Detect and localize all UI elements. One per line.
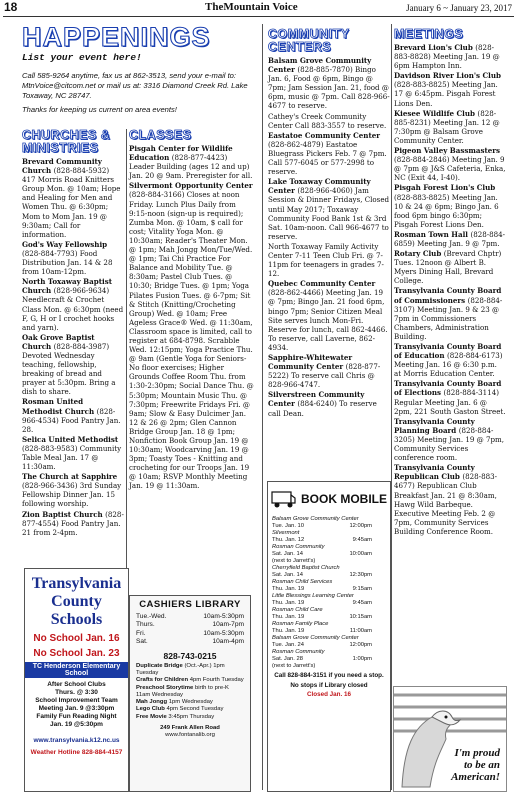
listing-details: (828-884-3107) Meeting Jan. 9 & 23 @ 7pm in Commissioners Chambers, Administration Building. bbox=[394, 295, 503, 341]
listing-entry bbox=[268, 279, 390, 352]
listing-entry bbox=[22, 240, 124, 276]
stop-time: 9:45am bbox=[352, 537, 372, 543]
listing-name: Rosman United Methodist Church bbox=[22, 397, 97, 416]
bookmobile-no-stops: No stops if Library closed bbox=[290, 681, 368, 689]
listing-details: (828-877-4423) Leader Building (ages 12 and up) Jan. 20 @ 9am. Preregister for all. bbox=[129, 153, 253, 181]
listing-entry bbox=[394, 109, 506, 145]
stop-date: Thu. Jan. 19 bbox=[272, 614, 305, 620]
stop-note: (next to Jarrett's) bbox=[272, 558, 316, 564]
library-event bbox=[130, 714, 250, 721]
listing-name: Transylvania County Republican Club bbox=[394, 463, 475, 482]
listing-name: Selica United Methodist bbox=[22, 434, 119, 444]
event-detail: 3:45pm Thursday bbox=[168, 713, 215, 720]
listing-details: (828-885-7870) Bingo Jan. 6, Food @ 6pm, Bingo @ 7pm; Jam Session Jan. 21, food @ 6pm, music @ 7pm. Call 828-966-4677 to reserve. bbox=[268, 65, 390, 111]
library-event bbox=[130, 677, 250, 684]
cashiers-library-ad bbox=[129, 595, 251, 792]
listing-details: (Brevard Chptr) Tues. 12noon @ Albert B. Myers Dining Hall, Brevard College. bbox=[394, 249, 502, 286]
listing-entry bbox=[394, 342, 506, 378]
listing-name: Rotary Club bbox=[394, 249, 444, 259]
listing-entry: Cathey's Creek Community Center Call 883-3557 to reserve. bbox=[268, 111, 387, 130]
stop-date: Thu. Jan. 19 bbox=[272, 600, 305, 606]
event-detail: 4pm Second Tuesday bbox=[166, 706, 224, 713]
listing-entry bbox=[129, 144, 254, 180]
bookmobile-stop bbox=[268, 593, 390, 607]
event-name: Free Movie bbox=[136, 713, 169, 720]
happenings-intro bbox=[22, 71, 264, 115]
bookmobile-call: Call 828-884-3151 if you need a stop. bbox=[274, 672, 384, 679]
stop-when bbox=[272, 614, 386, 621]
hours-day: Thurs. bbox=[136, 621, 155, 629]
listing-entry bbox=[22, 333, 124, 397]
eagle-flag-ad bbox=[393, 686, 507, 792]
stop-place: Rosman Child Care bbox=[272, 607, 323, 613]
library-hours bbox=[130, 613, 250, 647]
stop-place: Silvermont bbox=[272, 530, 300, 536]
library-phone: 828-743-0215 bbox=[163, 650, 217, 661]
listing-name: Davidson River Lion's Club bbox=[394, 71, 501, 81]
happenings-subtitle: List your event here! bbox=[22, 52, 142, 63]
bookmobile-title: BOOK MOBILE bbox=[301, 491, 387, 506]
header-rule bbox=[3, 16, 514, 17]
listing-details: (828-966-4534) Food Pantry Jan. 28. bbox=[22, 406, 121, 434]
stop-place: Balsam Grove Community Center bbox=[272, 516, 359, 522]
listing-name: Silvermont Opportunity Center bbox=[129, 181, 253, 191]
stop-when bbox=[272, 523, 386, 530]
listing-entry bbox=[22, 157, 124, 239]
bookmobile-stop bbox=[268, 544, 390, 565]
stop-note: (next to Jarrett's) bbox=[272, 663, 316, 669]
centers-column bbox=[268, 28, 390, 478]
event-name: Preschool Storytime bbox=[136, 684, 195, 691]
eagle-line: I'm proud bbox=[454, 747, 500, 759]
listing-details: (828-966-3436) 3rd Sunday Fellowship Dinner Jan. 15 following worship. bbox=[22, 481, 122, 509]
page-number: 18 bbox=[4, 0, 18, 14]
school-name: TC Henderson Elementary School bbox=[25, 662, 128, 678]
listing-entry bbox=[268, 177, 390, 241]
stop-place: Rosman Community bbox=[272, 544, 325, 550]
eagle-caption bbox=[451, 747, 500, 783]
stop-place: Cherryfield Baptist Church bbox=[272, 565, 340, 571]
listing-name: The Church at Sapphire bbox=[22, 472, 118, 482]
listing-entry bbox=[394, 249, 506, 285]
bookmobile-stop bbox=[268, 635, 390, 649]
masthead: TheMountain Voice bbox=[205, 1, 298, 13]
library-event bbox=[130, 699, 250, 706]
event-name: Lego Club bbox=[136, 706, 167, 713]
listing-name: Pisgah Center for Wildlife Education bbox=[129, 144, 233, 163]
hours-day: Sat. bbox=[136, 638, 148, 646]
stop-date: Thu. Jan. 19 bbox=[272, 586, 305, 592]
page-header bbox=[0, 0, 517, 17]
hours-day: Fri. bbox=[136, 629, 146, 637]
listing-name: Kiesee Wildlife Club bbox=[394, 108, 478, 118]
listing-details: (828-966-9634) Needlecraft & Crochet Class Mon. @ 6:30pm (need F, G, H or I crochet hooks and yarn). bbox=[22, 286, 124, 332]
stop-time: 12:00pm bbox=[349, 523, 372, 529]
listing-entry bbox=[268, 56, 390, 111]
schools-ad bbox=[24, 568, 129, 792]
listing-details: (828-877-5222) To reserve call Chris @ 828-966-4747. bbox=[268, 362, 381, 390]
meetings-list bbox=[394, 43, 506, 536]
column-divider bbox=[262, 24, 263, 790]
listing-entry bbox=[268, 390, 390, 417]
event-detail: birth to pre-K 11am Wednesday bbox=[136, 684, 229, 698]
meetings-column bbox=[394, 28, 506, 683]
hours-time: 10am-5:30pm bbox=[203, 613, 244, 620]
listing-details: (828-884-3114) Regular Meeting Jan. 6 @ 2pm, 221 South Gaston Street. bbox=[394, 388, 506, 416]
bookmobile-closed: Closed Jan. 16 bbox=[306, 691, 352, 698]
churches-column bbox=[22, 129, 124, 569]
stop-place: Rosman Child Services bbox=[272, 579, 333, 585]
eagle-line: to be an bbox=[463, 759, 500, 771]
centers-heading: COMMUNITY CENTERS bbox=[268, 27, 350, 54]
listing-details: (828-884-6859) Meeting Jan. 9 @ 7pm. bbox=[394, 229, 506, 248]
stop-date: Thu. Jan. 19 bbox=[272, 628, 305, 634]
stop-when bbox=[272, 586, 386, 593]
column-divider bbox=[126, 129, 127, 569]
stop-time: 10:00am bbox=[349, 551, 372, 557]
library-address: 249 Frank Allen Road bbox=[160, 725, 220, 731]
listing-entry bbox=[22, 472, 124, 508]
library-website[interactable]: www.fontanalib.org bbox=[165, 732, 215, 739]
listing-entry bbox=[394, 71, 506, 107]
bookmobile-stops bbox=[268, 516, 390, 670]
stop-place: Rosman Family Place bbox=[272, 621, 329, 627]
meetings-heading: MEETINGS bbox=[394, 27, 464, 41]
churches-heading: CHURCHES & MINISTRIES bbox=[22, 128, 111, 155]
listing-details: (828-884-3205) Meeting Jan. 19 @ 7pm, Community Services conference room. bbox=[394, 425, 505, 463]
listing-details: (828-883-9583) Community Table Meal Jan. 17 @ 11:30am. bbox=[22, 443, 122, 472]
library-event bbox=[130, 685, 250, 700]
listing-name: Lake Toxaway Community Center bbox=[268, 177, 371, 196]
listing-entry: North Toxaway Family Activity Center 7-11 Teen Club Fri. @ 7-11pm for teenagers in grades 7-12. bbox=[268, 241, 384, 279]
school-line: School Improvement Team bbox=[35, 697, 118, 704]
stop-time: 10:15am bbox=[349, 614, 372, 620]
school-line: Jan. 19 @5:30pm bbox=[50, 721, 103, 728]
listing-entry bbox=[394, 286, 506, 341]
bookmobile-stop bbox=[268, 516, 390, 530]
listing-name: Oak Grove Baptist Church bbox=[22, 332, 95, 351]
listing-entry bbox=[394, 183, 506, 228]
listing-entry bbox=[394, 463, 506, 536]
stop-date: Tue. Jan. 10 bbox=[272, 523, 305, 529]
listing-entry bbox=[394, 379, 506, 415]
classes-list bbox=[129, 144, 254, 491]
listing-name: God's Way Fellowship bbox=[22, 239, 108, 249]
stop-place: Little Blessings Learning Center bbox=[272, 593, 354, 599]
library-hours-row bbox=[130, 630, 250, 638]
stop-when bbox=[272, 600, 386, 607]
library-hours-row bbox=[130, 613, 250, 621]
intro-text: Call 585-9264 anytime, fax us at 862-3513, send your e-mail to: MtnVoice@citcom.net or mail us at: 3316 Diamond Creek Rd. Lake Toxaway, NC 28747. bbox=[22, 71, 248, 100]
listing-name: Transylvania County Board of Elections bbox=[394, 379, 502, 398]
event-name: Mah Jongg bbox=[136, 699, 169, 706]
classes-heading: CLASSES bbox=[129, 128, 192, 142]
eagle-line: American! bbox=[451, 771, 500, 783]
schools-title: Transylvania County Schools bbox=[31, 575, 122, 628]
listing-details: (828-884-5932) 417 Morris Road Knitters Group Mon. @ 10am; Hope and Healing for Men and Women Thu. @ 6:30pm; Mom to Mom Jan. 19 @ 9:30am; Call for information. bbox=[22, 166, 121, 239]
no-school-1: No School Jan. 16 bbox=[33, 633, 120, 644]
listing-details: (828-883-4677) Republican Club Breakfast Jan. 21 @ 8:30am, Hawg Wild Barbeque. Executive Meeting Feb. 2 @ 7pm, Community Services Building Conference Room. bbox=[394, 472, 498, 536]
event-detail: 1pm Wednesday bbox=[168, 699, 213, 706]
listing-details: (828-884-2846) Meeting Jan. 9 @ 7pm @ J&S Cafeteria, Enka, NC (Exit 44, I-40). bbox=[394, 155, 506, 183]
listing-name: Silverstreen Community Center bbox=[268, 390, 365, 409]
listing-name: North Toxaway Baptist Church bbox=[22, 277, 112, 296]
listing-details: (828-883-8825) Meeting Jan. 17 @ 6:45pm. Pisgah Forest Lions Den. bbox=[394, 80, 498, 108]
stop-time: 12:00pm bbox=[349, 642, 372, 648]
centers-list bbox=[268, 56, 390, 418]
stop-when bbox=[272, 628, 386, 635]
listing-entry bbox=[22, 277, 124, 332]
listing-details: (884-6240) To reserve call Dean. bbox=[268, 399, 377, 418]
listing-details: (828-883-8828) Meeting Jan. 19 @ 6pm Hampton Inn. bbox=[394, 43, 500, 71]
column-divider bbox=[391, 24, 392, 790]
listing-name: Transylvania County Board of Commissioners bbox=[394, 286, 502, 305]
stop-date: Tue. Jan. 24 bbox=[272, 642, 305, 648]
event-name: Duplicate Bridge bbox=[136, 662, 185, 669]
listing-details: (828-884-7793) Food Distribution Jan. 14 & 28 from 10am-12pm. bbox=[22, 248, 113, 277]
bookmobile-header bbox=[268, 482, 390, 516]
stop-date: Sat. Jan. 14 bbox=[272, 551, 303, 557]
schools-website[interactable]: www.transylvania.k12.nc.us bbox=[33, 737, 120, 744]
bookmobile-ad bbox=[267, 481, 391, 792]
library-event bbox=[130, 663, 250, 678]
happenings-title: HAPPENINGS bbox=[22, 22, 211, 52]
no-school-2: No School Jan. 23 bbox=[33, 648, 120, 659]
library-event bbox=[130, 706, 250, 713]
library-events bbox=[130, 663, 250, 721]
stop-time: 9:15am bbox=[352, 586, 372, 592]
listing-details: (828-862-4879) Eastatoe Bluegrass Pickers Feb. 7 @ 7pm. Call 577-6045 or 577-2998 to reserve. bbox=[268, 139, 387, 177]
library-hours-row bbox=[130, 638, 250, 646]
listing-details: (828-884-3166) Closes at noon Friday. Lunch Plus Daily from 9:15-noon (sign-up is required); Zumba Mon. @ 10am, $ call for cost; Vitality Yoga Mon. @ 10:30am; Reader's Theater Mon. @ 1pm; Mah Jongg Mon/Tue/Wed. @ 1pm; Tai Chi Practice For Balance and Mobility Tue. @ 8:30am; Pastel Club Tues. @ 10:30; Bridge Tues. @ 1pm; Yoga Pilates Fusion Tues. @ 6-7pm; Sit & Stitch (Knitting/Crocheting Group) Wed. @ 10am; Free Ageless Grace® Wed. @ 11:30am, Classroom space is limited, call to register at 684-8798. Scrabble Wed. 12:15pm; Yoga Practice Thu. @ 9am (Gentle Yoga for Seniors-No floor exercises; Higher Grounds Coffee Room Thu. from 1:30-2:30pm; Social Dance Thu. @ 5:30pm; Mountain Music Thu. @ 7:30pm; Freewrite Fridays Fri. @ 9am; Slow & Easy Dulcimer Jan. 12 & 26 @ 2pm; Glen Cannon Bridge Group Jan. 18 @ 1pm; Nonfiction Book Group Jan. 19 @ 10:30am; Woodcarving Jan. 19 @ 3pm; Toasty Toes - Knitting and crocheting for our Troops Jan. 19 @ 10am; RSVP Monthly Meeting Jan. 19 @ 11:30am. bbox=[129, 190, 254, 491]
bookmobile-stop bbox=[268, 607, 390, 621]
stop-date: Thu. Jan. 12 bbox=[272, 537, 305, 543]
listing-name: Pisgah Forest Lion's Club bbox=[394, 183, 496, 193]
school-line: Family Fun Reading Night bbox=[36, 713, 117, 720]
bookmobile-stop bbox=[268, 565, 390, 579]
listing-entry bbox=[268, 353, 390, 389]
listing-details: (828-884-3987) Devoted Wednesday teaching, fellowship, breaking of bread and prayer at 5:30pm. Bring a dish to share. bbox=[22, 341, 116, 397]
listing-name: Rosman Town Hall bbox=[394, 229, 471, 239]
stop-date: Sat. Jan. 28 bbox=[272, 656, 303, 662]
stop-place: Rosman Community bbox=[272, 649, 325, 655]
bookmobile-stop bbox=[268, 649, 390, 670]
listing-entry bbox=[394, 230, 506, 248]
thanks-text: Thanks for keeping us current on area events! bbox=[22, 105, 177, 114]
stop-when bbox=[272, 537, 386, 544]
hours-time: 10am-7pm bbox=[212, 621, 244, 629]
stop-time: 12:30pm bbox=[349, 572, 372, 578]
listing-entry bbox=[394, 146, 506, 182]
event-detail: 4pm Fourth Tuesday bbox=[189, 677, 244, 684]
classes-column bbox=[129, 129, 254, 591]
churches-list bbox=[22, 157, 124, 537]
listing-entry bbox=[22, 435, 124, 471]
listing-name: Transylvania County Board of Education bbox=[394, 342, 502, 361]
listing-entry bbox=[394, 417, 506, 462]
listing-name: Balsam Grove Community Center bbox=[268, 56, 372, 75]
listing-entry bbox=[394, 43, 506, 70]
listing-entry bbox=[22, 397, 124, 433]
school-line: Thurs. @ 3:30 bbox=[55, 689, 98, 696]
listing-name: Pigeon Valley Bassmasters bbox=[394, 146, 501, 156]
bookmobile-stop bbox=[268, 579, 390, 593]
listing-details: (828-966-4060) Jam Session & Dinner Fridays, Closed until May 2017; Toxaway Community Food Bank 1st & 3rd Sat. 10am-noon. Call 966-4677 to reserve. bbox=[268, 186, 390, 241]
stop-date: Sat. Jan. 14 bbox=[272, 572, 303, 578]
stop-when bbox=[272, 572, 386, 579]
listing-name: Quebec Community Center bbox=[268, 279, 376, 289]
listing-details: (828-884-6173) Meeting Jan. 16 @ 6:30 p.m. at Morris Education Center. bbox=[394, 351, 503, 379]
listing-details: (828-862-4466) Meeting Jan. 19 @ 7pm; Bingo Jan. 21 food 6pm, bingo 7pm; Senior Citizen Meal Site serves lunch Mon-Fri. Reserve for lunch, call 862-4466. To reserve, call Laverne, 862-4934. bbox=[268, 288, 388, 352]
stop-place: Balsam Grove Community Center bbox=[272, 635, 359, 641]
listing-details: (828-883-8825) Meeting Jan. 10 & 24 @ 6pm; Bingo Jan. 6 food 6pm bingo 6:30pm; Pisgah Forest Lions Den. bbox=[394, 192, 499, 229]
library-hours-row bbox=[130, 621, 250, 629]
school-line: After School Clubs bbox=[47, 681, 106, 688]
listing-name: Transylvania County Planning Board bbox=[394, 416, 475, 435]
listing-entry bbox=[268, 131, 390, 176]
library-title: CASHIERS LIBRARY bbox=[139, 599, 241, 610]
listing-details: (828-885-8231) Meeting Jan. 12 @ 7:30pm @ Balsam Grove Community Center. bbox=[394, 108, 500, 145]
issue-date: January 6 ~ January 23, 2017 bbox=[406, 3, 512, 13]
bookmobile-van-icon bbox=[271, 489, 297, 509]
weather-hotline: Weather Hotline 828-884-4157 bbox=[30, 749, 123, 756]
stop-time: 1:00pm bbox=[352, 656, 372, 662]
listing-name: Brevard Community Church bbox=[22, 157, 102, 176]
hours-time: 10am-5:30pm bbox=[203, 629, 244, 637]
listing-name: Brevard Lion's Club bbox=[394, 43, 476, 52]
stop-time: 9:45am bbox=[352, 600, 372, 606]
school-line: Meeting Jan. 9 @3:30pm bbox=[38, 705, 115, 712]
bookmobile-stop bbox=[268, 530, 390, 544]
stop-time: 11:00am bbox=[349, 628, 372, 634]
listing-entry bbox=[129, 181, 254, 490]
listing-details: (828-877-4554) Food Pantry Jan. 21 from 2-4pm. bbox=[22, 509, 124, 537]
hours-time: 10am-4pm bbox=[212, 638, 244, 646]
stop-when bbox=[272, 656, 386, 663]
event-detail: (Oct.-Apr.) 1pm Tuesday bbox=[136, 662, 225, 676]
stop-when bbox=[272, 642, 386, 649]
listing-name: Zion Baptist Church bbox=[22, 509, 106, 519]
listing-entry bbox=[22, 510, 124, 537]
event-name: Crafts for Children bbox=[136, 677, 190, 684]
listing-name: Sapphire-Whitewater Community Center bbox=[268, 353, 353, 372]
listing-name: Eastatoe Community Center bbox=[268, 130, 380, 140]
bookmobile-stop bbox=[268, 621, 390, 635]
hours-day: Tue.-Wed. bbox=[136, 613, 167, 620]
stop-when bbox=[272, 551, 386, 558]
